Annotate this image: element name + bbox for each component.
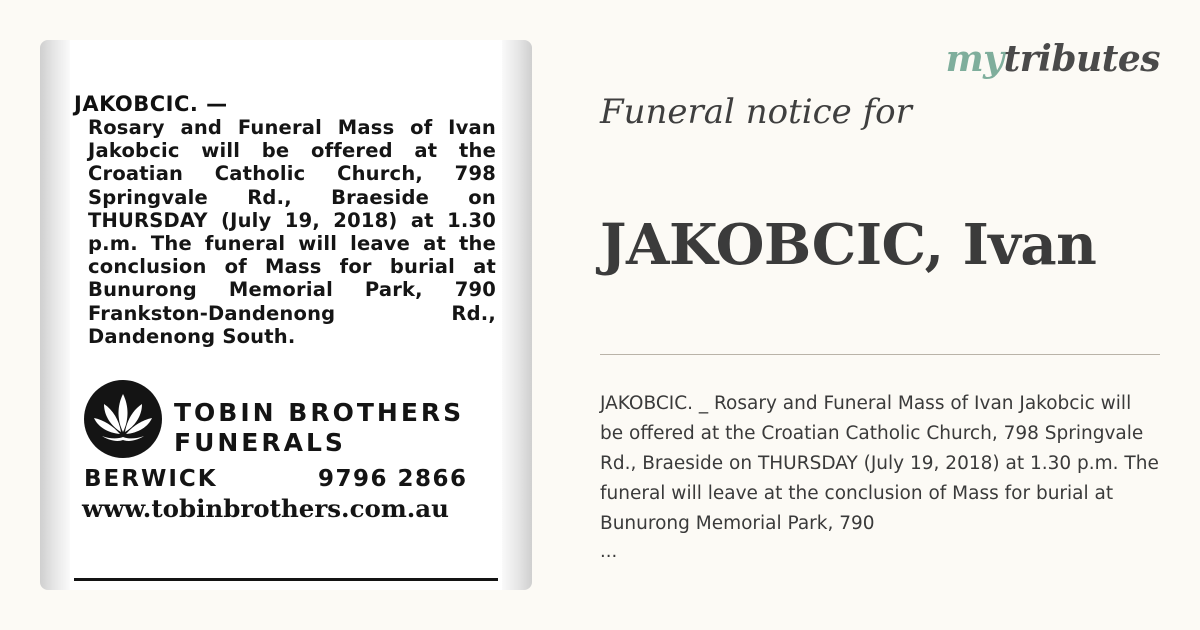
clipping-heading: JAKOBCIC. — [74,92,228,116]
newspaper-clipping [70,40,502,590]
logo-part-my: my [945,38,1004,80]
funeral-home-phone: 9796 2866 [318,466,468,492]
notice-excerpt: JAKOBCIC. _ Rosary and Funeral Mass of Ivan Jakobcic will be offered at the Croatian Catholic Church, 798 Springvale Rd., Braeside on THURSDAY (July 19, 2018) at 1.30 p.m. The funeral will leave at the conclusion of Mass for burial at Bunurong Memorial Park, 790 [600,393,1159,534]
notice-image [40,40,532,590]
funeral-home-subtitle: FUNERALS [174,428,346,457]
logo-part-tributes: tributes [1003,38,1160,80]
funeral-home-branch: BERWICK [84,466,218,492]
lotus-icon [84,380,162,458]
funeral-home-website: www.tobinbrothers.com.au [82,494,449,523]
funeral-home-name: TOBIN BROTHERS [174,398,465,427]
clipping-body: Rosary and Funeral Mass of Ivan Jakobcic will be offered at the Croatian Catholic Church, 798 Springvale Rd., Braeside on THURSDAY (July 19, 2018) at 1.30 p.m. The funeral will leave at the conclusion of Mass for burial at Bunurong Memorial Park, 790 Frankston-Dandenong Rd., Dandenong South. [88,116,496,348]
mytributes-logo[interactable] [946,38,1160,80]
excerpt-ellipsis: ... [600,541,618,562]
clipping-divider [74,578,498,581]
divider [600,354,1160,355]
notice-kicker: Funeral notice for [600,92,912,132]
funeral-home-logo [84,380,494,460]
deceased-name: JAKOBCIC, Ivan [600,212,1097,278]
